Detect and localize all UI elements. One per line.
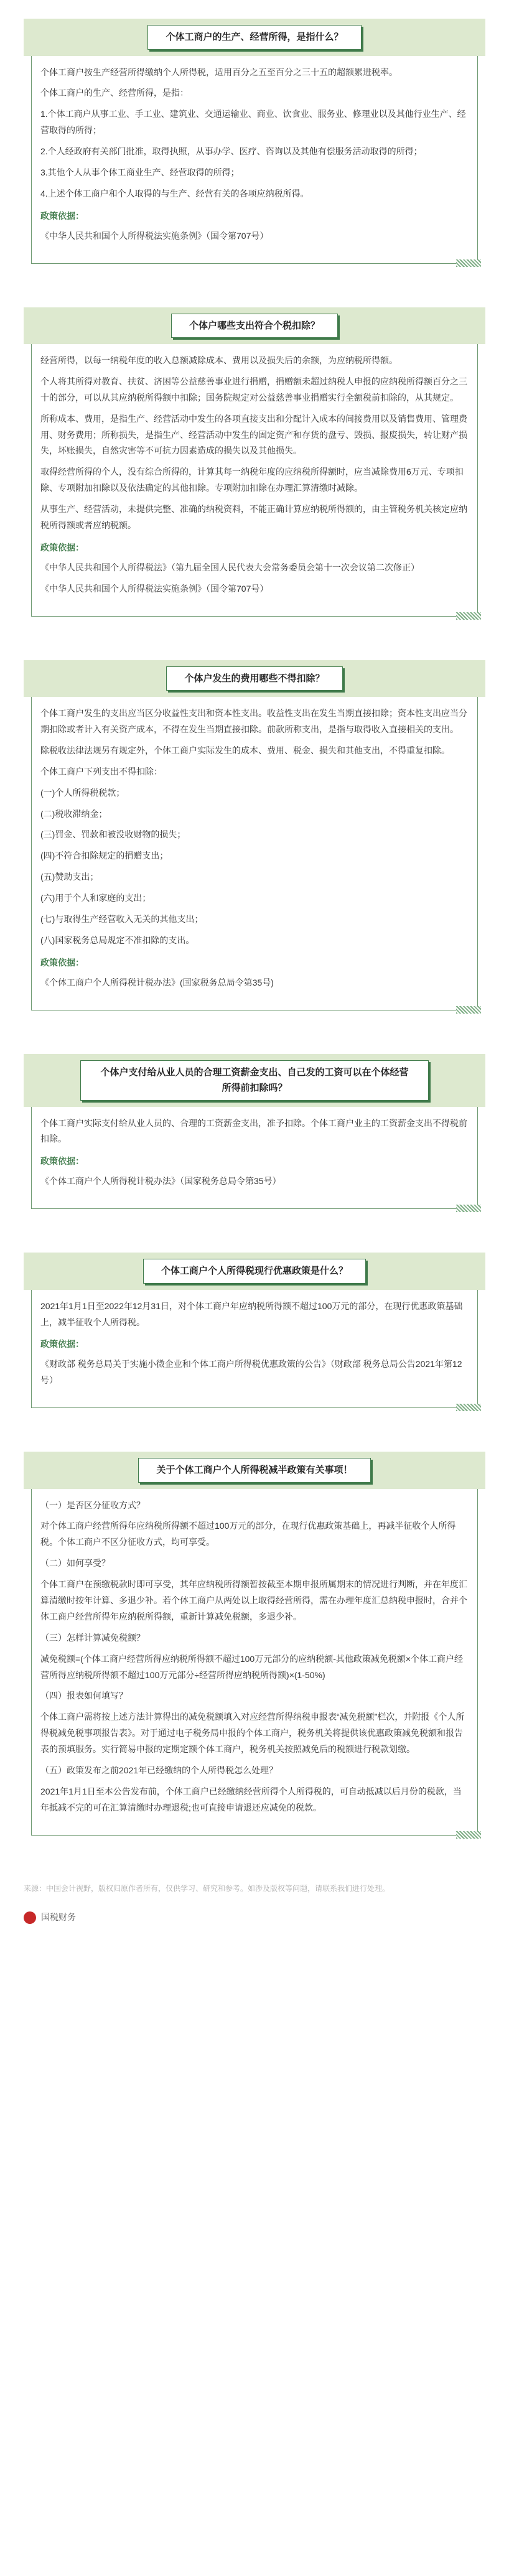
section-1 [24, 19, 485, 264]
section-header-band [24, 1452, 485, 1489]
paragraph: 2021年1月1日至2022年12月31日，对个体工商户年应纳税所得额不超过100万元的部分，在现行优惠政策基础上，减半征收个人所得税。 [40, 1300, 463, 1327]
paragraph: 个体工商户按生产经营所得缴纳个人所得税，适用百分之五至百分之三十五的超额累进税率。 [40, 67, 398, 77]
paragraph: 3.其他个人从事个体工商业生产、经营取得的所得； [40, 167, 240, 177]
section-title: 个体户支付给从业人员的合理工资薪金支出、自己发的工资可以在个体经营所得前扣除吗？ [80, 1060, 429, 1101]
section-header-band [24, 1253, 485, 1290]
paragraph: （五）政策发布之前2021年已经缴纳的个人所得税怎么处理？ [40, 1765, 278, 1776]
sections-container [0, 19, 509, 1836]
section-header-band [24, 19, 485, 56]
paragraph: 取得经营所得的个人，没有综合所得的，计算其每一纳税年度的应纳税所得额时，应当减除费用6万元、专项扣除、专项附加扣除以及依法确定的其他扣除。专项附加扣除在办理汇算清缴时减除。 [40, 467, 464, 493]
corner-stripe-decoration [456, 259, 481, 267]
footer-brand: 国税财务 [41, 1911, 76, 1922]
paragraph: (四)不符合扣除规定的捐赠支出； [40, 851, 169, 861]
policy-basis-label: 政策依据： [40, 1339, 84, 1350]
policy-reference: 《个体工商户个人所得税计税办法》(国家税务总局令第35号) [40, 977, 274, 987]
paragraph: 除税收法律法规另有规定外，个体工商户实际发生的成本、费用、税金、损失和其他支出，不得重复扣除。 [40, 745, 450, 755]
paragraph: （三）怎样计算减免税额？ [40, 1632, 145, 1643]
section-title: 关于个体工商户个人所得税减半政策有关事项！ [138, 1458, 370, 1483]
section-body [31, 697, 478, 1010]
paragraph: (六)用于个人和家庭的支出； [40, 893, 151, 903]
section-header-band [24, 660, 485, 698]
section-title: 个体户发生的费用哪些不得扣除？ [166, 666, 342, 691]
section-header-band [24, 1054, 485, 1107]
section-2 [24, 307, 485, 617]
policy-basis-label: 政策依据： [40, 1156, 84, 1167]
section-title: 个体工商户的生产、经营所得，是指什么？ [147, 25, 361, 50]
corner-stripe-decoration [456, 1831, 481, 1839]
section-body [31, 56, 478, 264]
paragraph: 4.上述个体工商户和个人取得的与生产、经营有关的各项应纳税所得。 [40, 188, 309, 198]
footer-note: 来源：中国会计视野，版权归原作者所有，仅供学习、研究和参考。如涉及版权等问题，请联系我们进行处理。 [24, 1883, 390, 1893]
paragraph: 个体工商户实际支付给从业人员的、合理的工资薪金支出，准予扣除。个体工商户业主的工资薪金支出不得税前扣除。 [40, 1118, 467, 1144]
paragraph: (二)税收滞纳金； [40, 808, 108, 819]
paragraph: 个人将其所得对教育、扶贫、济困等公益慈善事业进行捐赠，捐赠额未超过纳税人申报的应纳税所得额百分之三十的部分，可以从其应纳税所得额中扣除；国务院规定对公益慈善事业捐赠实行全额税前扣除的，从其规定。 [40, 376, 467, 403]
paragraph: (五)赞助支出； [40, 872, 99, 882]
corner-stripe-decoration [456, 612, 481, 620]
section-title: 个体户哪些支出符合个税扣除？ [171, 314, 338, 338]
paragraph: 减免税额=(个体工商户经营所得应纳税所得额不超过100万元部分的应纳税额-其他政策减免税额×个体工商户经营所得应纳税所得额不超过100万元部分÷经营所得应纳税所得额)×(1-50%) [40, 1653, 464, 1680]
paragraph: 个体工商户发生的支出应当区分收益性支出和资本性支出。收益性支出在发生当期直接扣除；资本性支出应当分期扣除或者计入有关资产成本，不得在发生当期直接扣除。前款所称支出，是指与取得收入直接相关的支出。 [40, 708, 467, 734]
paragraph: （二）如何享受？ [40, 1558, 110, 1569]
policy-reference: 《个体工商户个人所得税计税办法》（国家税务总局令第35号） [40, 1176, 281, 1187]
section-6 [24, 1452, 485, 1836]
page [0, 19, 509, 1942]
section-4 [24, 1054, 485, 1210]
policy-reference: 《中华人民共和国个人所得税法》（第九届全国人民代表大会常务委员会第十一次会议第二次修正） [40, 562, 419, 572]
policy-reference: 《中华人民共和国个人所得税法实施条例》（国令第707号） [40, 583, 269, 594]
paragraph: (一)个人所得税税款； [40, 787, 125, 798]
paragraph: （一）是否区分征收方式？ [40, 1500, 145, 1510]
section-title: 个体工商户个人所得税现行优惠政策是什么？ [143, 1259, 366, 1284]
paragraph: 1.个体工商户从事工业、手工业、建筑业、交通运输业、商业、饮食业、服务业、修理业以及其他行业生产、经营取得的所得； [40, 109, 466, 136]
paragraph: (三)罚金、罚款和被没收财物的损失； [40, 829, 186, 840]
paragraph: (八)国家税务总局规定不准扣除的支出。 [40, 935, 195, 945]
section-3 [24, 660, 485, 1010]
paragraph: 个体工商户下列支出不得扣除： [40, 766, 162, 777]
policy-basis-label: 政策依据： [40, 210, 84, 221]
paragraph: (七)与取得生产经营收入无关的其他支出； [40, 914, 203, 924]
corner-stripe-decoration [456, 1404, 481, 1411]
paragraph: 个体工商户的生产、经营所得，是指： [40, 88, 189, 98]
policy-basis-label: 政策依据： [40, 957, 84, 968]
footer-bar [24, 1906, 485, 1930]
corner-stripe-decoration [456, 1205, 481, 1212]
section-body [31, 1290, 478, 1408]
policy-reference: 《中华人民共和国个人所得税法实施条例》（国令第707号） [40, 230, 269, 241]
section-body [31, 1489, 478, 1836]
paragraph: 从事生产、经营活动，未提供完整、准确的纳税资料，不能正确计算应纳税所得额的，由主管税务机关核定应纳税所得额或者应纳税额。 [40, 504, 467, 531]
policy-basis-label: 政策依据： [40, 542, 84, 553]
corner-stripe-decoration [456, 1006, 481, 1014]
section-body [31, 1107, 478, 1210]
paragraph: 经营所得，以每一纳税年度的收入总额减除成本、费用以及损失后的余额，为应纳税所得额。 [40, 355, 398, 366]
paragraph: 2.个人经政府有关部门批准，取得执照，从事办学、医疗、咨询以及其他有偿服务活动取得的所得； [40, 146, 423, 157]
section-5 [24, 1253, 485, 1408]
paragraph: （四）报表如何填写？ [40, 1691, 128, 1701]
brand-logo-icon [24, 1911, 36, 1924]
policy-reference: 《财政部 税务总局关于实施小微企业和个体工商户所得税优惠政策的公告》（财政部 税务总局公告2021年第12号） [40, 1359, 462, 1386]
section-body [31, 344, 478, 617]
paragraph: 对个体工商户经营所得年应纳税所得额不超过100万元的部分，在现行优惠政策基础上，再减半征收个人所得税。个体工商户不区分征收方式，均可享受。 [40, 1521, 456, 1547]
section-header-band [24, 307, 485, 345]
paragraph: 个体工商户在预缴税款时即可享受，其年应纳税所得额暂按截至本期申报所属期末的情况进行判断，并在年度汇算清缴时按年计算、多退少补。若个体工商户从两处以上取得经营所得，需在办理年度汇总纳税申报时，合并个体工商户经营所得年应纳税所得额，重新计算减免税额，多退少补。 [40, 1579, 467, 1622]
paragraph: 2021年1月1日至本公告发布前，个体工商户已经缴纳经营所得个人所得税的，可自动抵减以后月份的税款，当年抵减不完的可在汇算清缴时办理退税;也可直接申请退还应减免的税款。 [40, 1786, 462, 1813]
paragraph: 所称成本、费用，是指生产、经营活动中发生的各项直接支出和分配计入成本的间接费用以及销售费用、管理费用、财务费用；所称损失，是指生产、经营活动中发生的固定资产和存货的盘亏、毁损、报废损失，转让财产损失，坏账损失，自然灾害等不可抗力因素造成的损失以及其他损失。 [40, 413, 467, 456]
paragraph: 个体工商户需将按上述方法计算得出的减免税额填入对应经营所得纳税申报表“减免税额”栏次，并附报《个人所得税减免税事项报告表》。对于通过电子税务局申报的个体工商户，税务机关将提供该优惠政策减免税额和报告表的预填服务。实行简易申报的定期定额个体工商户，税务机关按照减免后的税额进行税款划缴。 [40, 1712, 465, 1755]
